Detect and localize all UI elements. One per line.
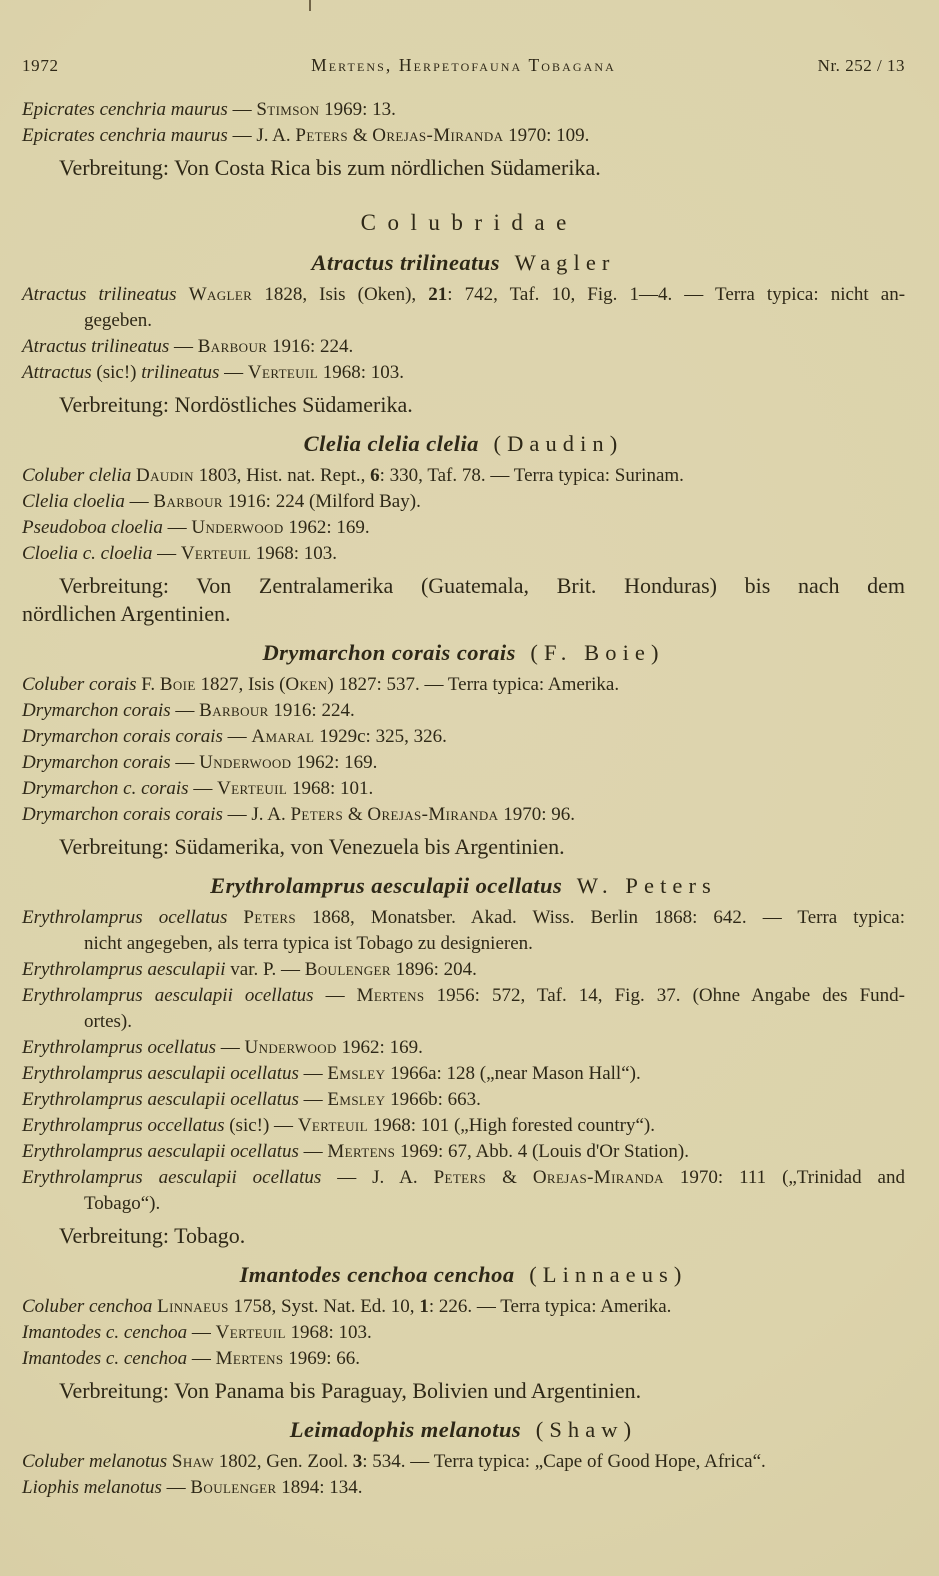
synonymy-line	[22, 1009, 905, 1035]
species-name: Erythrolamprus aesculapii ocellatus	[210, 873, 563, 898]
verbreitung-line: Verbreitung: Südamerika, von Venezuela bis Argentinien.	[59, 834, 565, 859]
citation-text: 1970: 109.	[503, 125, 590, 146]
citation-text: —	[188, 778, 218, 799]
citation-text: — J. A.	[227, 125, 296, 146]
citation-text: —	[222, 726, 252, 747]
author-citation: Boulenger	[190, 1477, 277, 1498]
citation-text: 1968: 101.	[287, 778, 374, 799]
citation-text: 1969: 67, Abb. 4 (Louis d'Or Station).	[395, 1141, 689, 1162]
author-citation: Oken	[285, 674, 328, 695]
taxon-name: Drymarchon corais	[22, 700, 171, 721]
citation-text: —	[170, 752, 200, 773]
taxon-name: Erythrolamprus aesculapii ocellatus	[22, 1089, 299, 1110]
taxon-name: Erythrolamprus aesculapii ocellatus	[22, 1167, 322, 1188]
taxon-name: Erythrolamprus aesculapii	[22, 959, 226, 980]
synonymy-block	[22, 905, 905, 1217]
taxon-name: Drymarchon corais	[22, 752, 171, 773]
citation-text: —	[298, 1063, 328, 1084]
verbreitung-line: Verbreitung: Von Panama bis Paraguay, Bolivien und Argentinien.	[59, 1378, 642, 1403]
citation-text: : 226. — Terra typica: Amerika.	[428, 1296, 672, 1317]
species-name: Clelia clelia clelia	[303, 431, 479, 456]
synonymy-line	[22, 1113, 905, 1139]
synonymy-line	[22, 1165, 905, 1191]
citation-text: 1803, Hist. nat. Rept.,	[193, 465, 371, 486]
synonymy-line	[22, 123, 905, 149]
page-body	[22, 97, 905, 1501]
citation-text: —	[313, 985, 357, 1006]
author-citation: Shaw	[171, 1451, 214, 1472]
synonymy-line	[22, 541, 905, 567]
author-citation: Orejas-Miranda	[532, 1167, 664, 1188]
taxon-name: Clelia cloelia	[22, 491, 125, 512]
citation-text: 1956: 572, Taf. 14, Fig. 37. (Ohne Angabe des Fund-	[424, 985, 906, 1006]
citation-text: var. P. —	[225, 959, 305, 980]
citation-text: 1968: 101 („High forested country“).	[367, 1115, 655, 1136]
synonymy-line	[22, 282, 905, 308]
species-heading	[22, 871, 905, 901]
citation-text: —	[152, 543, 181, 564]
volume-number: 21	[428, 284, 448, 305]
citation-text: &	[486, 1167, 533, 1188]
species-author: Wagler	[514, 250, 616, 275]
taxon-name: Cloelia c. cloelia	[22, 543, 153, 564]
verbreitung-paragraph	[22, 1222, 905, 1250]
author-citation: Barbour	[197, 336, 268, 357]
synonymy-line	[22, 957, 905, 983]
author-citation: Verteuil	[247, 362, 319, 383]
citation-text: nicht angegeben, als terra typica ist Tobago zu designieren.	[84, 933, 533, 954]
citation-text: 1916: 224 (Milford Bay).	[222, 491, 421, 512]
synonymy-block	[22, 282, 905, 386]
synonymy-line	[22, 698, 905, 724]
synonymy-line	[22, 672, 905, 698]
synonymy-line	[22, 1035, 905, 1061]
citation-text: 1916: 224.	[267, 336, 354, 357]
synonymy-line	[22, 905, 905, 931]
synonymy-line	[22, 334, 905, 360]
species-heading	[22, 1260, 905, 1290]
citation-text: 1968: 103.	[250, 543, 337, 564]
author-citation: Underwood	[199, 752, 292, 773]
citation-text: —	[169, 336, 198, 357]
synonymy-line	[22, 1449, 905, 1475]
author-citation: Barbour	[199, 700, 269, 721]
author-citation: Wagler	[188, 284, 253, 305]
citation-text: 1966b: 663.	[385, 1089, 481, 1110]
synonymy-block	[22, 97, 905, 149]
author-citation: Underwood	[191, 517, 284, 538]
taxon-name: Atractus trilineatus	[22, 336, 170, 357]
taxon-name: Imantodes c. cenchoa	[22, 1322, 188, 1343]
taxon-name: Liophis melanotus	[22, 1477, 162, 1498]
header-title: Mertens, Herpetofauna Tobagana	[311, 55, 616, 75]
author-citation: Verteuil	[180, 543, 251, 564]
citation-text: : 330, Taf. 78. — Terra typica: Surinam.	[379, 465, 684, 486]
taxon-name: Drymarchon c. corais	[22, 778, 189, 799]
citation-text: 1968: 103.	[318, 362, 405, 383]
taxon-name: Coluber clelia	[22, 465, 132, 486]
species-author: (Shaw)	[535, 1417, 638, 1442]
author-citation: Peters	[295, 125, 348, 146]
citation-text: —	[124, 491, 154, 512]
verbreitung-line: nördlichen Argentinien.	[22, 601, 231, 626]
author-citation: Amaral	[251, 726, 315, 747]
citation-text: 1969: 13.	[319, 99, 396, 120]
citation-text: —	[187, 1348, 216, 1369]
author-citation: Orejas-Miranda	[367, 804, 499, 825]
synonymy-line	[22, 931, 905, 957]
citation-text: : 534. — Terra typica: „Cape of Good Hope, Africa“.	[362, 1451, 766, 1472]
citation-text: 1896: 204.	[390, 959, 477, 980]
citation-text: (sic!) —	[224, 1115, 298, 1136]
synonymy-line	[22, 463, 905, 489]
species-name: Drymarchon corais corais	[262, 640, 516, 665]
species-author: (F. Boie)	[530, 640, 665, 665]
citation-text: 1962: 169.	[336, 1037, 423, 1058]
synonymy-block	[22, 463, 905, 567]
synonymy-line	[22, 360, 905, 386]
synonymy-line	[22, 1191, 905, 1217]
citation-text: —	[161, 1477, 191, 1498]
citation-text: 1916: 224.	[268, 700, 355, 721]
synonymy-line	[22, 1087, 905, 1113]
citation-text: F.	[136, 674, 160, 695]
taxon-name: Drymarchon corais corais	[22, 726, 223, 747]
taxon-name: Atractus trilineatus	[22, 284, 177, 305]
species-name: Atractus trilineatus	[311, 250, 500, 275]
citation-text: —	[162, 517, 192, 538]
synonymy-line	[22, 1139, 905, 1165]
author-citation: Verteuil	[297, 1115, 368, 1136]
author-citation: Underwood	[244, 1037, 337, 1058]
synonymy-line	[22, 308, 905, 334]
citation-text: 1962: 169.	[291, 752, 378, 773]
citation-text: — J. A.	[222, 804, 291, 825]
synonymy-line	[22, 802, 905, 828]
species-heading	[22, 429, 905, 459]
synonymy-line	[22, 97, 905, 123]
author-citation: Peters	[243, 907, 296, 928]
author-citation: Emsley	[327, 1089, 386, 1110]
volume-number: 3	[352, 1451, 363, 1472]
citation-text: 1802, Gen. Zool.	[213, 1451, 353, 1472]
taxon-name: Coluber corais	[22, 674, 137, 695]
citation-text: —	[216, 1037, 245, 1058]
citation-text: 1970: 96.	[498, 804, 575, 825]
verbreitung-paragraph	[22, 154, 905, 182]
author-citation: Peters	[433, 1167, 487, 1188]
family-heading: Colubridae	[360, 210, 578, 235]
header-year: 1972	[22, 56, 59, 75]
taxon-name: Erythrolamprus ocellatus	[22, 1037, 217, 1058]
citation-text: ) 1827: 537. — Terra typica: Amerika.	[327, 674, 620, 695]
synonymy-block	[22, 672, 905, 828]
synonymy-block	[22, 1294, 905, 1372]
species-heading	[22, 1415, 905, 1445]
author-citation: Peters	[290, 804, 344, 825]
synonymy-line	[22, 1475, 905, 1501]
species-author: (Linnaeus)	[529, 1262, 688, 1287]
author-citation: Emsley	[327, 1063, 386, 1084]
verbreitung-paragraph	[22, 833, 905, 861]
synonymy-line	[22, 1346, 905, 1372]
header-page-number: Nr. 252 / 13	[817, 56, 905, 75]
synonymy-block	[22, 1449, 905, 1501]
verbreitung-line: Verbreitung: Von Zentralamerika (Guatemala, Brit. Honduras) bis nach dem	[59, 573, 905, 598]
synonymy-line	[22, 515, 905, 541]
running-head	[22, 54, 905, 77]
species-name: Leimadophis melanotus	[289, 1417, 522, 1442]
citation-text	[227, 907, 243, 928]
scan-artifact-mark	[309, 0, 311, 11]
synonymy-line	[22, 983, 905, 1009]
synonymy-line	[22, 1320, 905, 1346]
taxon-name: Erythrolamprus aesculapii ocellatus	[22, 1141, 299, 1162]
citation-text: (sic!)	[91, 362, 142, 383]
taxon-name: Erythrolamprus aesculapii ocellatus	[22, 985, 314, 1006]
species-heading	[22, 248, 905, 278]
verbreitung-paragraph	[22, 572, 905, 628]
citation-text: &	[343, 804, 368, 825]
synonymy-line	[22, 776, 905, 802]
citation-text: : 742, Taf. 10, Fig. 1—4. — Terra typica: nicht an-	[447, 284, 906, 305]
author-citation: Stimson	[256, 99, 320, 120]
verbreitung-paragraph	[22, 1377, 905, 1405]
citation-text: Tobago“).	[84, 1193, 161, 1214]
citation-text: 1966a: 128 („near Mason Hall“).	[385, 1063, 641, 1084]
verbreitung-line: Verbreitung: Tobago.	[59, 1223, 246, 1248]
volume-number: 6	[370, 465, 380, 486]
citation-text: &	[347, 125, 373, 146]
citation-text: 1868, Monatsber. Akad. Wiss. Berlin 1868: 642. — Terra typica:	[296, 907, 905, 928]
citation-text: 1969: 66.	[283, 1348, 361, 1369]
citation-text: 1970: 111 („Trinidad and	[663, 1167, 905, 1188]
species-heading	[22, 638, 905, 668]
citation-text: ortes).	[84, 1011, 133, 1032]
taxon-name: Attractus	[22, 362, 92, 383]
author-citation: Boie	[159, 674, 196, 695]
citation-text: 1929c: 325, 326.	[314, 726, 447, 747]
taxon-name: Imantodes c. cenchoa	[22, 1348, 188, 1369]
taxon-name: Erythrolamprus ocellatus	[22, 907, 228, 928]
author-citation: Mertens	[215, 1348, 284, 1369]
citation-text: —	[219, 362, 248, 383]
taxon-name: Coluber melanotus	[22, 1451, 168, 1472]
taxon-name: Epicrates cenchria maurus	[22, 125, 228, 146]
citation-text: 1758, Syst. Nat. Ed. 10,	[228, 1296, 420, 1317]
author-citation: Verteuil	[215, 1322, 286, 1343]
author-citation: Verteuil	[217, 778, 288, 799]
taxon-name: Drymarchon corais corais	[22, 804, 223, 825]
citation-text: 1827, Isis (	[195, 674, 286, 695]
author-citation: Orejas-Miranda	[372, 125, 504, 146]
volume-number: 1	[419, 1296, 429, 1317]
citation-text: 1894: 134.	[276, 1477, 363, 1498]
citation-text: 1828, Isis (Oken),	[252, 284, 429, 305]
verbreitung-line: Verbreitung: Von Costa Rica bis zum nördlichen Südamerika.	[59, 155, 601, 180]
citation-text: gegeben.	[84, 310, 153, 331]
author-citation: Boulenger	[304, 959, 391, 980]
synonymy-line	[22, 489, 905, 515]
citation-text: —	[170, 700, 200, 721]
species-author: (Daudin)	[493, 431, 624, 456]
citation-text: — J. A.	[321, 1167, 434, 1188]
synonymy-line	[22, 1294, 905, 1320]
synonymy-line	[22, 724, 905, 750]
author-citation: Mertens	[356, 985, 425, 1006]
citation-text: 1968: 103.	[285, 1322, 372, 1343]
author-citation: Barbour	[153, 491, 223, 512]
author-citation: Daudin	[135, 465, 194, 486]
taxon-name: Epicrates cenchria maurus	[22, 99, 228, 120]
verbreitung-line: Verbreitung: Nordöstliches Südamerika.	[59, 392, 413, 417]
taxon-name: Pseudoboa cloelia	[22, 517, 163, 538]
species-name: Imantodes cenchoa cenchoa	[239, 1262, 515, 1287]
taxon-name: Erythrolamprus occellatus	[22, 1115, 225, 1136]
citation-text: —	[298, 1089, 328, 1110]
citation-text: 1962: 169.	[283, 517, 370, 538]
author-citation: Linnaeus	[157, 1296, 229, 1317]
taxon-name: trilineatus	[141, 362, 220, 383]
citation-text: —	[298, 1141, 328, 1162]
citation-text: —	[227, 99, 257, 120]
verbreitung-paragraph	[22, 391, 905, 419]
citation-text: —	[187, 1322, 216, 1343]
author-citation: Mertens	[327, 1141, 396, 1162]
species-author: W. Peters	[576, 873, 717, 898]
synonymy-line	[22, 750, 905, 776]
synonymy-line	[22, 1061, 905, 1087]
taxon-name: Coluber cenchoa	[22, 1296, 153, 1317]
taxon-name: Erythrolamprus aesculapii ocellatus	[22, 1063, 299, 1084]
citation-text	[177, 284, 189, 305]
